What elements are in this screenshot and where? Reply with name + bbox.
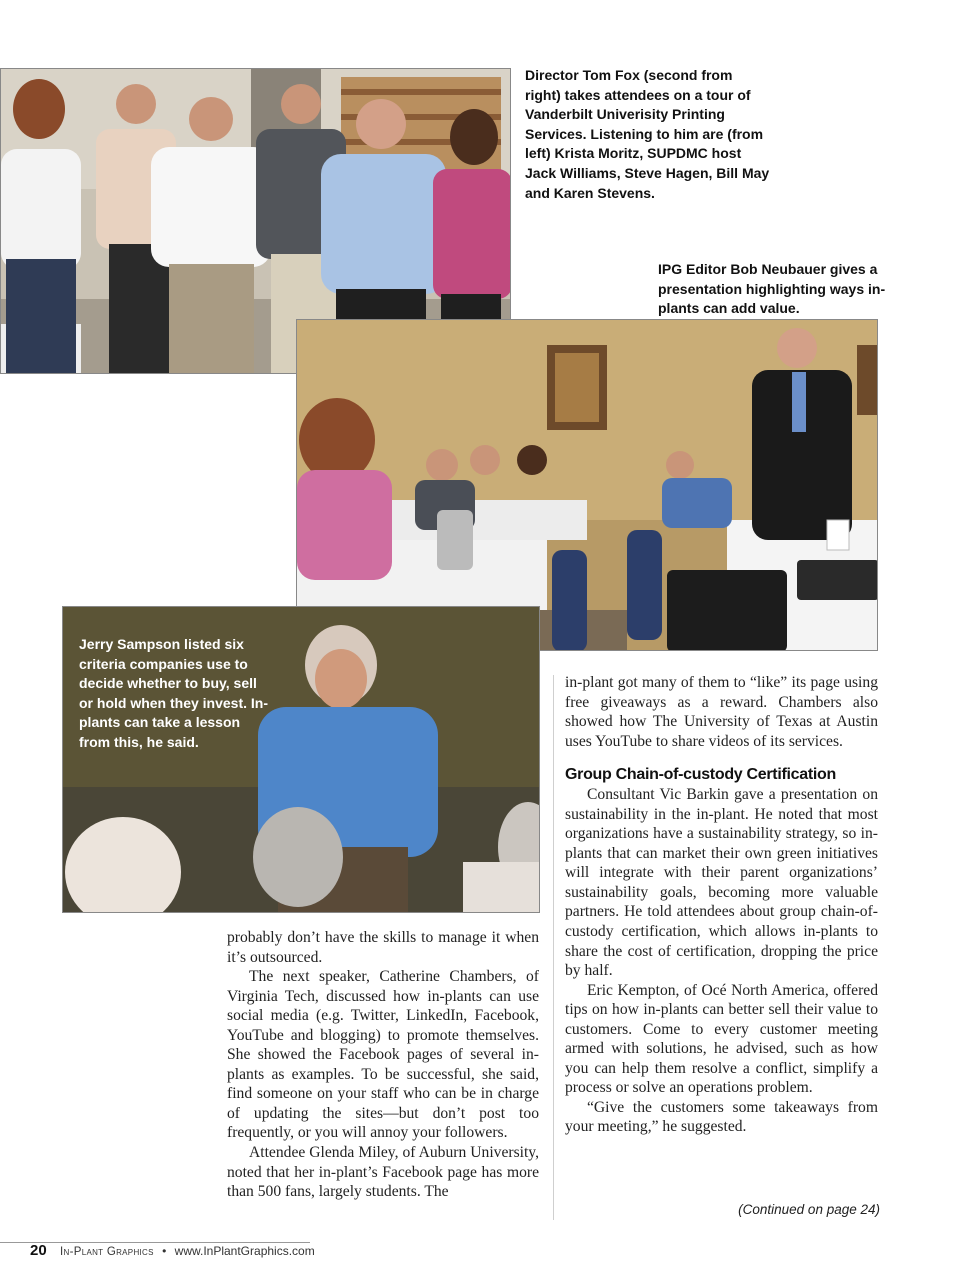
presentation-photo <box>296 319 878 651</box>
magazine-name: In-Plant Graphics <box>60 1246 154 1258</box>
article-left-column <box>227 928 539 1202</box>
section-subhead: Group Chain-of-custody Certification <box>565 766 836 784</box>
footer-separator: • <box>162 1244 167 1258</box>
column-divider <box>553 675 554 1220</box>
article-paragraph: in-plant got many of them to “like” its page using free giveaways as a reward. Chambers also showed how The University of Texas at Austin uses YouTube to share videos of its services. <box>565 674 878 750</box>
continued-note: (Continued on page 24) <box>738 1202 880 1217</box>
presentation-photo-caption: IPG Editor Bob Neubauer gives a presentation highlighting ways in-plants can add value. <box>658 261 886 317</box>
tour-photo-caption: Director Tom Fox (second from right) takes attendees on a tour of Vanderbilt Univerisity Printing Services. Listening to him are (from left) Krista Moritz, SUPDMC host Jack Williams, Steve Hagen, Bill May and Karen Stevens. <box>525 67 770 201</box>
page-footer <box>30 1242 315 1259</box>
article-paragraph: The next speaker, Catherine Chambers, of Virginia Tech, discussed how in-plants can use social media (e.g. Twitter, LinkedIn, Facebook, YouTube and blogging) to promote themselves. She showed the Facebook pages of several in-plants as examples. To be successful, she said, find someone on your staff who can be in charge of updating the sites—but don’t post too frequently, or you will annoy your followers. <box>227 968 539 1142</box>
article-paragraph: probably don’t have the skills to manage it when it’s outsourced. <box>227 929 539 966</box>
article-right-column <box>565 673 878 1137</box>
page-number: 20 <box>30 1242 47 1259</box>
article-paragraph: Consultant Vic Barkin gave a presentation on sustainability in the in-plant. He noted that most organizations have a sustainability strategy, so in-plants that can market their own green initiatives will integrate with their parent organizations’ sustainability goals, becoming more valuable partners. He told attendees about group chain-of-custody certification, which allows in-plants to share the cost of certification, dropping the price by half. <box>565 786 878 980</box>
presentation-photo-illustration <box>297 320 878 651</box>
article-paragraph: Eric Kempton, of Océ North America, offered tips on how in-plants can better sell their value to customers. Come to every customer meeting armed with solutions, he advised, such as how you can help them resolve a conflict, simplify a process or solve an operations problem. <box>565 981 878 1097</box>
article-paragraph: “Give the customers some takeaways from your meeting,” he suggested. <box>565 1098 878 1136</box>
sampson-photo <box>62 606 540 913</box>
article-paragraph: Attendee Glenda Miley, of Auburn University, noted that her in-plant’s Facebook page has more than 500 fans, largely students. The <box>227 1144 539 1201</box>
sampson-photo-caption: Jerry Sampson listed six criteria companies use to decide whether to buy, sell or hold when they invest. In-plants can take a lesson from this, he said. <box>79 636 269 750</box>
footer-url: www.InPlantGraphics.com <box>174 1244 315 1258</box>
